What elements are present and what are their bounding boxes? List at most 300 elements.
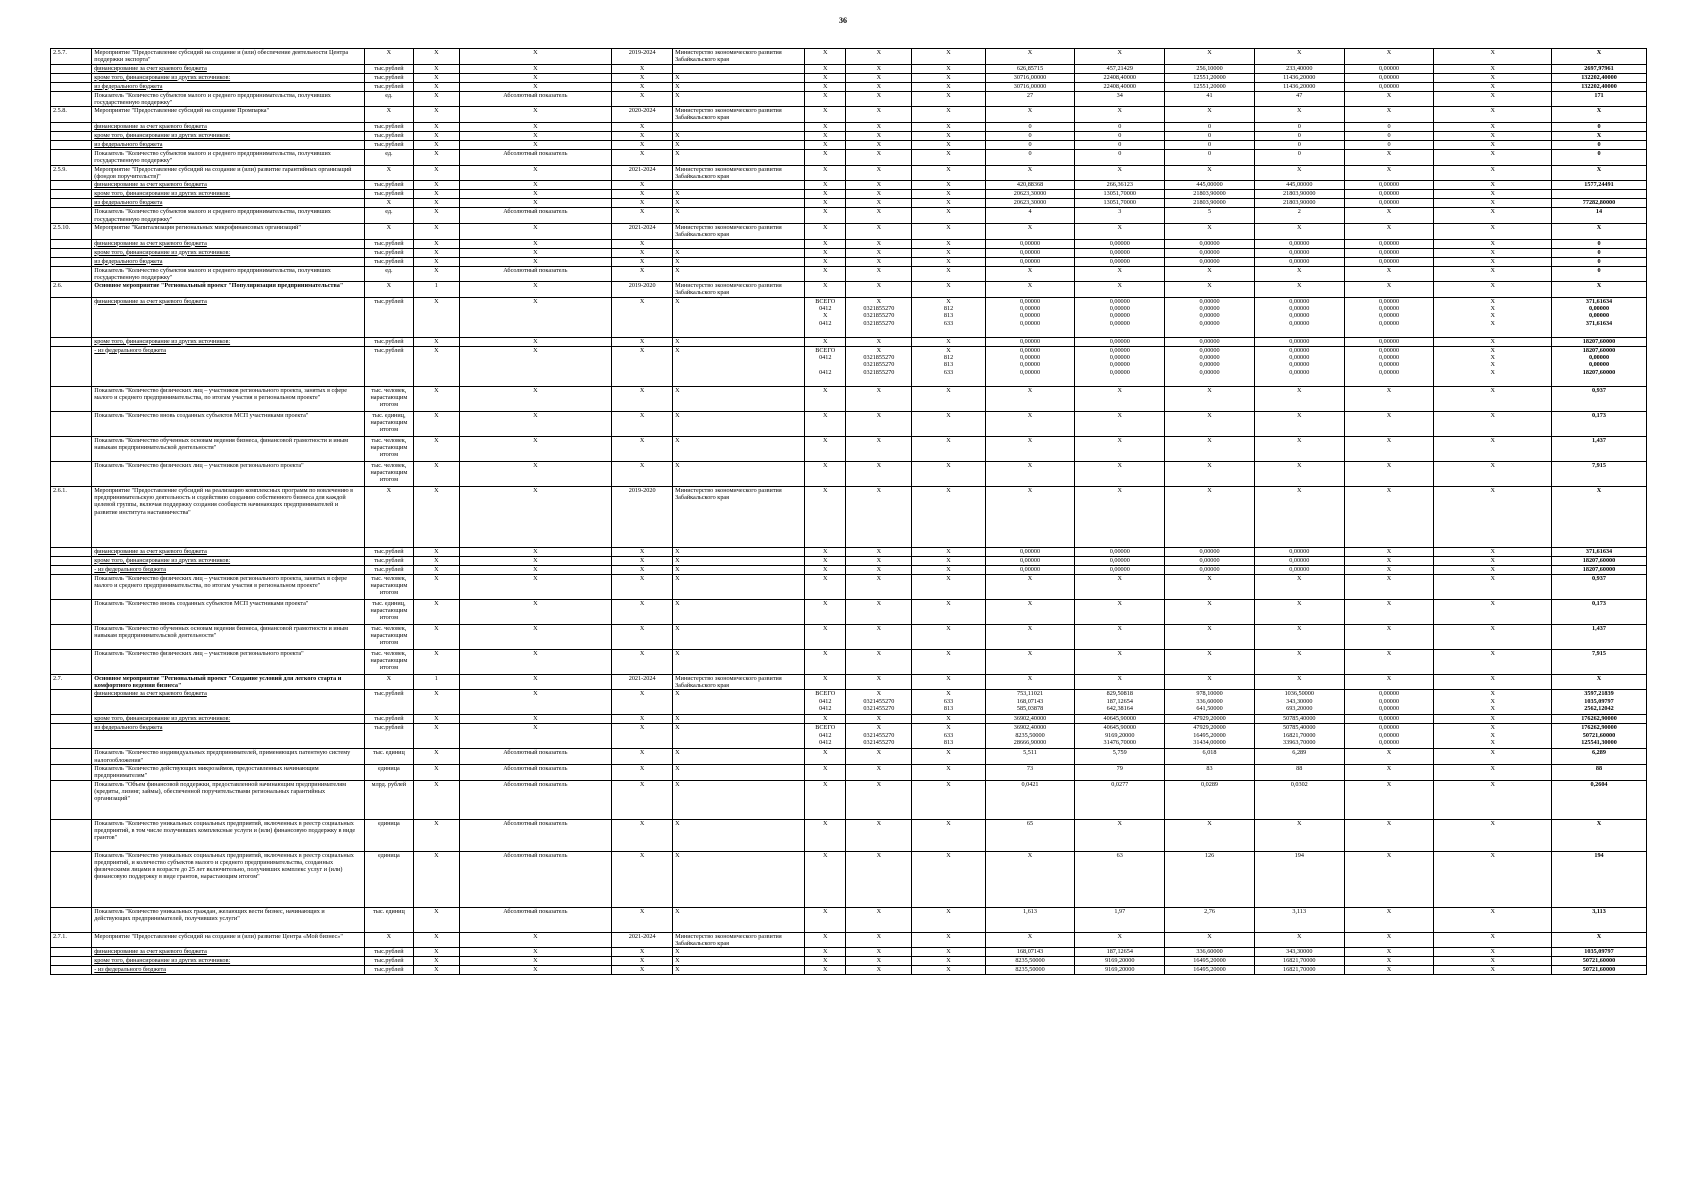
cell-indicator-method: X	[459, 674, 612, 690]
cell-year-2025: X	[1344, 948, 1434, 957]
cell-description: кроме того, финансирование из других источников:	[92, 715, 364, 724]
cell-code-grbs: X	[805, 556, 846, 565]
cell-year-2023: X	[1165, 436, 1255, 461]
cell-executor: X	[673, 957, 805, 966]
cell-total: 6,289	[1552, 749, 1647, 765]
cell-year-2026: X	[1434, 411, 1552, 436]
cell-total: 132202,40000	[1552, 82, 1647, 91]
table-row	[51, 624, 1647, 649]
cell-year-2021: 73	[985, 764, 1075, 780]
cell-item-number	[51, 150, 92, 166]
cell-item-number	[51, 556, 92, 565]
cell-code-grbs: X	[805, 907, 846, 932]
cell-indicator-method: X	[459, 297, 612, 337]
cell-item-number	[51, 239, 92, 248]
cell-year-2022: 22408,40000	[1075, 73, 1165, 82]
cell-unit: тыс.рублей	[364, 181, 414, 190]
cell-year-2025: X	[1344, 165, 1434, 181]
cell-code-csr: X	[846, 190, 912, 199]
cell-unit: X	[364, 223, 414, 239]
cell-period: X	[612, 461, 673, 486]
cell-year-2023: 0,00000 0,00000 0,00000 0,00000	[1165, 297, 1255, 337]
cell-code-vr: X	[912, 599, 985, 624]
cell-code-vr: X	[912, 337, 985, 346]
cell-year-2024: X	[1254, 49, 1344, 65]
cell-code-vr: X	[912, 715, 985, 724]
cell-executor: X	[673, 386, 805, 411]
cell-code-csr: X	[846, 73, 912, 82]
cell-item-number	[51, 624, 92, 649]
cell-year-2025: X	[1344, 819, 1434, 851]
cell-unit: X	[364, 165, 414, 181]
cell-period: X	[612, 239, 673, 248]
cell-description: - из федерального бюджета	[92, 565, 364, 574]
cell-period: X	[612, 819, 673, 851]
table-row	[51, 82, 1647, 91]
cell-year-2023: 21803,90000	[1165, 190, 1255, 199]
cell-total: 3,113	[1552, 907, 1647, 932]
cell-executor: X	[673, 966, 805, 975]
cell-period: X	[612, 150, 673, 166]
cell-code-csr: X	[846, 851, 912, 907]
table-row	[51, 486, 1647, 547]
cell-executor: X	[673, 724, 805, 749]
cell-year-2021: 20623,30000	[985, 199, 1075, 208]
cell-year-2021: 0,00000	[985, 565, 1075, 574]
cell-code-grbs: X	[805, 257, 846, 266]
cell-item-number	[51, 73, 92, 82]
cell-code-grbs: X	[805, 208, 846, 224]
cell-code-csr: X	[846, 764, 912, 780]
cell-code-grbs: X	[805, 624, 846, 649]
cell-total: X	[1552, 165, 1647, 181]
cell-description: из федерального бюджета	[92, 82, 364, 91]
cell-code-grbs: X	[805, 957, 846, 966]
cell-code-csr: X	[846, 386, 912, 411]
cell-unit: тыс.рублей	[364, 239, 414, 248]
cell-weight: X	[414, 948, 459, 957]
cell-executor: X	[673, 199, 805, 208]
cell-description: - из федерального бюджета	[92, 966, 364, 975]
cell-year-2021: 0,00000	[985, 547, 1075, 556]
cell-period: X	[612, 780, 673, 819]
cell-year-2026: X	[1434, 248, 1552, 257]
cell-unit: тыс.рублей	[364, 724, 414, 749]
cell-year-2023: 47929,20000 16495,20000 31434,00000	[1165, 724, 1255, 749]
cell-total: 176262,90000	[1552, 715, 1647, 724]
cell-period: 2019-2024	[612, 49, 673, 65]
cell-period: X	[612, 547, 673, 556]
cell-code-vr: X	[912, 190, 985, 199]
cell-year-2026: X	[1434, 436, 1552, 461]
cell-year-2025: 0,00000	[1344, 257, 1434, 266]
cell-total: 77282,80000	[1552, 199, 1647, 208]
cell-code-vr: X	[912, 948, 985, 957]
cell-indicator-method: X	[459, 123, 612, 132]
table-row	[51, 690, 1647, 715]
cell-executor: X	[673, 82, 805, 91]
cell-year-2024: X	[1254, 436, 1344, 461]
cell-year-2022: 0,00000	[1075, 239, 1165, 248]
cell-year-2025: X	[1344, 574, 1434, 599]
cell-year-2024: X	[1254, 282, 1344, 298]
cell-year-2022: X	[1075, 386, 1165, 411]
cell-year-2026: X	[1434, 957, 1552, 966]
cell-executor: X	[673, 132, 805, 141]
cell-code-vr: X	[912, 957, 985, 966]
cell-description: финансирование за счет краевого бюджета	[92, 547, 364, 556]
cell-year-2022: 0,00000	[1075, 337, 1165, 346]
cell-year-2025: 0,00000	[1344, 82, 1434, 91]
cell-year-2021: 20623,30000	[985, 190, 1075, 199]
cell-indicator-method: X	[459, 107, 612, 123]
cell-total	[1552, 190, 1647, 199]
cell-indicator-method: X	[459, 141, 612, 150]
cell-year-2023: X	[1165, 932, 1255, 948]
cell-period: X	[612, 73, 673, 82]
cell-unit: X	[364, 486, 414, 547]
cell-year-2026: X X X X	[1434, 346, 1552, 386]
cell-executor: X	[673, 556, 805, 565]
cell-executor: X	[673, 346, 805, 386]
table-row	[51, 91, 1647, 107]
cell-year-2023: X	[1165, 674, 1255, 690]
cell-year-2021: 36902,40000	[985, 715, 1075, 724]
cell-total: 0,173	[1552, 411, 1647, 436]
cell-weight: X	[414, 749, 459, 765]
cell-year-2023: 2,76	[1165, 907, 1255, 932]
cell-description: Мероприятие "Предоставление субсидий на реализацию комплексных программ по вовлечению в предпринимательскую деятельность и содействию созданию собственного бизнеса для каждой целевой группы, включая поддержку создания сообществ начинающих предпринимателей и развитие института наставничества"	[92, 486, 364, 547]
table-row	[51, 715, 1647, 724]
table-row	[51, 190, 1647, 199]
cell-description: финансирование за счет краевого бюджета	[92, 181, 364, 190]
cell-total: X	[1552, 49, 1647, 65]
cell-total: X	[1552, 282, 1647, 298]
cell-total: 18207,60000	[1552, 565, 1647, 574]
cell-weight: X	[414, 461, 459, 486]
cell-executor: X	[673, 91, 805, 107]
cell-executor: Министерство экономического развития Забайкальского края	[673, 486, 805, 547]
cell-executor: X	[673, 565, 805, 574]
cell-code-csr: X	[846, 565, 912, 574]
cell-weight: X	[414, 141, 459, 150]
cell-period: X	[612, 907, 673, 932]
cell-year-2022: X	[1075, 107, 1165, 123]
cell-year-2021: 753,11021 168,07143 585,03878	[985, 690, 1075, 715]
cell-total: 0	[1552, 239, 1647, 248]
cell-weight: X	[414, 190, 459, 199]
cell-year-2022: 0,0277	[1075, 780, 1165, 819]
cell-year-2023: X	[1165, 107, 1255, 123]
cell-indicator-method: X	[459, 724, 612, 749]
cell-code-csr: X 0321455270 0321455270	[846, 724, 912, 749]
table-row	[51, 223, 1647, 239]
cell-code-vr: X	[912, 91, 985, 107]
cell-year-2021: 1,613	[985, 907, 1075, 932]
cell-item-number	[51, 64, 92, 73]
cell-total: 50721,60000	[1552, 957, 1647, 966]
cell-total: 0,2604	[1552, 780, 1647, 819]
cell-year-2022: 3	[1075, 208, 1165, 224]
cell-indicator-method: X	[459, 82, 612, 91]
cell-year-2023: X	[1165, 266, 1255, 282]
page-number: 36	[839, 16, 847, 25]
cell-indicator-method: X	[459, 386, 612, 411]
cell-year-2023: 0,00000	[1165, 239, 1255, 248]
cell-year-2022: X	[1075, 819, 1165, 851]
cell-code-csr: X	[846, 624, 912, 649]
cell-year-2025: 0,00000	[1344, 715, 1434, 724]
table-row	[51, 165, 1647, 181]
cell-executor	[673, 64, 805, 73]
cell-year-2025: X	[1344, 851, 1434, 907]
cell-year-2026: X	[1434, 132, 1552, 141]
cell-period: X	[612, 386, 673, 411]
cell-code-csr: X	[846, 123, 912, 132]
cell-code-csr: X	[846, 932, 912, 948]
cell-weight: X	[414, 208, 459, 224]
cell-year-2025: X	[1344, 556, 1434, 565]
cell-item-number	[51, 574, 92, 599]
cell-year-2026: X	[1434, 123, 1552, 132]
cell-total: X	[1552, 674, 1647, 690]
cell-total: X	[1552, 932, 1647, 948]
cell-period: X	[612, 715, 673, 724]
cell-code-grbs: X	[805, 932, 846, 948]
cell-year-2023: 126	[1165, 851, 1255, 907]
cell-weight: X	[414, 49, 459, 65]
cell-total: 0,937	[1552, 386, 1647, 411]
cell-year-2021: 0	[985, 132, 1075, 141]
cell-year-2022: 40645,90000	[1075, 715, 1165, 724]
cell-unit: тыс.рублей	[364, 190, 414, 199]
cell-code-grbs: X	[805, 282, 846, 298]
cell-year-2022: X	[1075, 932, 1165, 948]
cell-year-2021: X	[985, 574, 1075, 599]
cell-description: Показатель "Количество вновь созданных субъектов МСП участниками проекта"	[92, 599, 364, 624]
cell-year-2026: X	[1434, 181, 1552, 190]
cell-item-number	[51, 141, 92, 150]
cell-year-2023: X	[1165, 165, 1255, 181]
cell-year-2024: X	[1254, 624, 1344, 649]
cell-year-2026: X	[1434, 674, 1552, 690]
cell-executor: X	[673, 764, 805, 780]
cell-item-number	[51, 123, 92, 132]
cell-period: X	[612, 266, 673, 282]
cell-year-2024: 0	[1254, 141, 1344, 150]
cell-year-2022: 9169,20000	[1075, 966, 1165, 975]
cell-code-vr: X	[912, 208, 985, 224]
cell-code-grbs: X	[805, 91, 846, 107]
cell-year-2024: 47	[1254, 91, 1344, 107]
cell-code-csr: X 0321855270 0321855270 0321855270	[846, 297, 912, 337]
cell-code-csr: X	[846, 574, 912, 599]
cell-year-2025: 0,00000	[1344, 190, 1434, 199]
cell-year-2025: X	[1344, 107, 1434, 123]
cell-code-grbs: X	[805, 819, 846, 851]
cell-year-2022: X	[1075, 266, 1165, 282]
cell-weight: X	[414, 165, 459, 181]
cell-item-number	[51, 966, 92, 975]
cell-year-2025: 0,00000	[1344, 73, 1434, 82]
cell-year-2026: X X X	[1434, 690, 1552, 715]
cell-weight: X	[414, 181, 459, 190]
cell-year-2022: 0	[1075, 132, 1165, 141]
cell-year-2023: X	[1165, 649, 1255, 674]
cell-period: 2021-2024	[612, 932, 673, 948]
cell-item-number	[51, 907, 92, 932]
cell-year-2026: X	[1434, 948, 1552, 957]
cell-year-2025: 0,00000	[1344, 64, 1434, 73]
cell-description: Основное мероприятие "Региональный проект "Популяризация предпринимательства"	[92, 282, 364, 298]
cell-total: 1,437	[1552, 436, 1647, 461]
table-row	[51, 932, 1647, 948]
cell-year-2022: 187,12654	[1075, 948, 1165, 957]
cell-weight: X	[414, 266, 459, 282]
cell-code-vr: X 633 813	[912, 724, 985, 749]
cell-year-2025: X	[1344, 957, 1434, 966]
cell-code-grbs: X	[805, 165, 846, 181]
cell-unit: тыс.рублей	[364, 346, 414, 386]
table-row	[51, 123, 1647, 132]
cell-unit: тыс. человек, нарастающим итогом	[364, 461, 414, 486]
cell-total: 18207,60000	[1552, 556, 1647, 565]
cell-code-grbs: X	[805, 674, 846, 690]
cell-indicator-method: Абсолютный показатель	[459, 851, 612, 907]
cell-description: Показатель "Количество индивидуальных предпринимателей, применяющих патентную систему налогообложения"	[92, 749, 364, 765]
table-row	[51, 49, 1647, 65]
cell-year-2025: 0	[1344, 123, 1434, 132]
cell-year-2025: X	[1344, 966, 1434, 975]
cell-year-2026: X	[1434, 565, 1552, 574]
cell-year-2024: 1036,50000 343,30000 693,20000	[1254, 690, 1344, 715]
cell-code-csr: X	[846, 556, 912, 565]
cell-period: X	[612, 851, 673, 907]
cell-year-2023: 47929,20000	[1165, 715, 1255, 724]
cell-code-csr: X	[846, 337, 912, 346]
cell-unit: тыс. единиц, нарастающим итогом	[364, 411, 414, 436]
table-row	[51, 948, 1647, 957]
cell-year-2021: X	[985, 411, 1075, 436]
cell-year-2026: X	[1434, 932, 1552, 948]
cell-description: финансирование за счет краевого бюджета	[92, 64, 364, 73]
cell-total: 1577,24491	[1552, 181, 1647, 190]
cell-year-2022: 829,50818 187,12654 642,38164	[1075, 690, 1165, 715]
cell-indicator-method: X	[459, 461, 612, 486]
cell-weight: X	[414, 574, 459, 599]
cell-code-grbs: ВСЕГО 0412 0412	[805, 724, 846, 749]
cell-period: X	[612, 574, 673, 599]
cell-code-vr: X	[912, 749, 985, 765]
cell-indicator-method: Абсолютный показатель	[459, 749, 612, 765]
cell-year-2025: 0	[1344, 132, 1434, 141]
cell-year-2021: 0	[985, 123, 1075, 132]
cell-year-2026: X	[1434, 91, 1552, 107]
cell-code-vr: X	[912, 132, 985, 141]
cell-year-2023: X	[1165, 574, 1255, 599]
cell-executor: X	[673, 574, 805, 599]
cell-executor: X	[673, 436, 805, 461]
cell-unit: тыс.рублей	[364, 337, 414, 346]
cell-year-2024: 0,00000 0,00000 0,00000 0,00000	[1254, 346, 1344, 386]
cell-year-2026: X	[1434, 239, 1552, 248]
cell-year-2025: X	[1344, 565, 1434, 574]
cell-executor	[673, 181, 805, 190]
cell-year-2021: 0,0421	[985, 780, 1075, 819]
cell-executor: X	[673, 257, 805, 266]
cell-code-vr: X	[912, 107, 985, 123]
cell-year-2021: 0	[985, 150, 1075, 166]
cell-year-2021: 0,00000 0,00000 0,00000 0,00000	[985, 297, 1075, 337]
cell-unit: X	[364, 107, 414, 123]
program-table-container	[50, 48, 1647, 975]
cell-period: 2021-2024	[612, 165, 673, 181]
cell-year-2025: X	[1344, 461, 1434, 486]
cell-unit: тыс.рублей	[364, 690, 414, 715]
cell-unit: ед.	[364, 266, 414, 282]
cell-code-csr: X	[846, 948, 912, 957]
table-row	[51, 907, 1647, 932]
cell-indicator-method: X	[459, 932, 612, 948]
cell-executor: Министерство экономического развития Забайкальского края	[673, 932, 805, 948]
table-row	[51, 851, 1647, 907]
cell-description: кроме того, финансирование из других источников:	[92, 248, 364, 257]
table-row	[51, 239, 1647, 248]
cell-year-2025: X	[1344, 599, 1434, 624]
cell-item-number	[51, 819, 92, 851]
cell-year-2023: 0	[1165, 141, 1255, 150]
cell-weight: X	[414, 486, 459, 547]
cell-code-vr: X	[912, 82, 985, 91]
cell-total: 0	[1552, 150, 1647, 166]
cell-year-2021: X	[985, 624, 1075, 649]
cell-year-2024: X	[1254, 107, 1344, 123]
cell-year-2024: 50785,40000 16821,70000 33963,70000	[1254, 724, 1344, 749]
cell-period: X	[612, 948, 673, 957]
cell-period: X	[612, 599, 673, 624]
cell-code-vr: X	[912, 851, 985, 907]
cell-total: X	[1552, 819, 1647, 851]
cell-year-2022: X	[1075, 49, 1165, 65]
cell-weight: X	[414, 297, 459, 337]
cell-code-grbs: X	[805, 461, 846, 486]
cell-total: 171	[1552, 91, 1647, 107]
cell-year-2026: X	[1434, 649, 1552, 674]
cell-year-2022: X	[1075, 674, 1165, 690]
cell-period: X	[612, 297, 673, 337]
cell-description: кроме того, финансирование из других источников:	[92, 957, 364, 966]
cell-item-number	[51, 948, 92, 957]
cell-code-csr: X	[846, 780, 912, 819]
cell-year-2025: X	[1344, 49, 1434, 65]
cell-unit: ед.	[364, 91, 414, 107]
cell-item-number	[51, 411, 92, 436]
cell-year-2023: 0	[1165, 132, 1255, 141]
cell-period: X	[612, 337, 673, 346]
cell-period: X	[612, 346, 673, 386]
cell-code-csr: X	[846, 165, 912, 181]
table-row	[51, 141, 1647, 150]
cell-total: 176262,90000 50721,60000 125541,30000	[1552, 724, 1647, 749]
cell-code-vr: X	[912, 181, 985, 190]
cell-year-2023: 256,10000	[1165, 64, 1255, 73]
cell-year-2026: X	[1434, 486, 1552, 547]
cell-year-2023: X	[1165, 461, 1255, 486]
cell-item-number: 2.6.1.	[51, 486, 92, 547]
cell-weight: X	[414, 107, 459, 123]
table-row	[51, 181, 1647, 190]
cell-year-2025: 0,00000	[1344, 248, 1434, 257]
